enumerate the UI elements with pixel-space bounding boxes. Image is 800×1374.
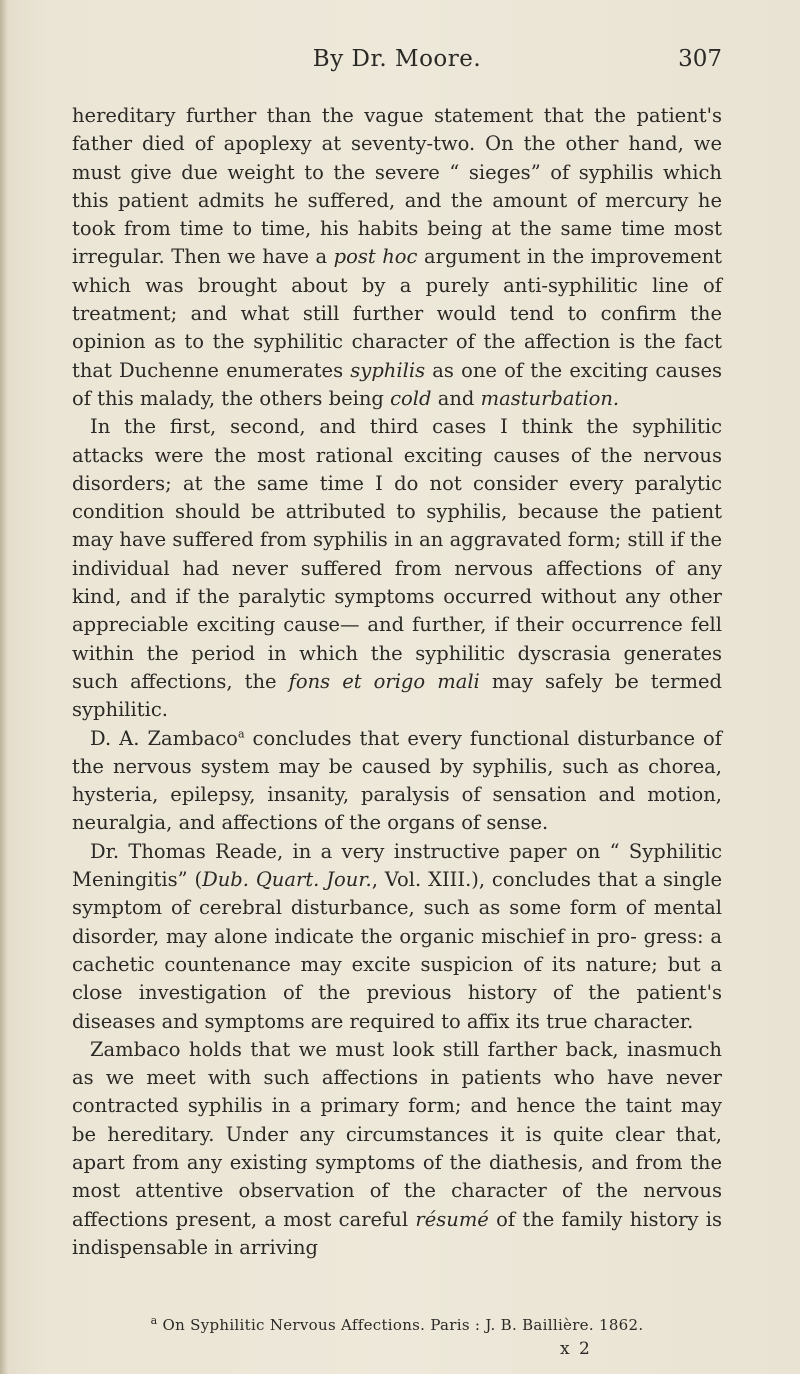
text-run: of the family history is indispensable in arriving [72,1207,722,1259]
running-head: By Dr. Moore. [312,46,482,72]
text-run: , Vol. XIII.), concludes that a single symptom of cerebral disturbance, such as some form of mental disorder, may alone indicate the organic mischief in pro- gress: a cachetic countenance may excite suspicion of its nature; but a close investigation of the previous history of the patient's diseases and symptoms are required to affix its true character. [72,868,722,1033]
body-text [72,102,722,1262]
page-gutter-shadow [0,0,8,1374]
text-run: D. A. Zambaco [90,726,238,750]
italic-phrase: syphilis [350,358,426,382]
paragraph-3 [72,725,722,838]
italic-phrase: post hoc [333,245,418,269]
paragraph-5 [72,1036,722,1262]
italic-phrase: masturbation. [480,386,620,410]
text-run: Zambaco holds that we must look still farther back, inasmuch as we meet with such affections in patients who have never contracted syphilis in a primary form; and hence the taint may be hereditary. Under any circumstances it is quite clear that, apart from any existing symptoms of the diathesis, and from the most attentive observation of the character of the nervous affections present, a most careful [72,1037,722,1231]
text-run: argument in the improvement which was brought about by a purely anti-syphilitic line of treatment; and what still further would tend to confirm the opinion as to the syphilitic character of the affection is the fact that Duchenne enumerates [72,245,722,382]
text-run: Dr. Thomas Reade, in a very instructive paper on “ Syphilitic Meningitis” ( [72,839,722,892]
italic-citation: Dub. Quart. Jour. [202,868,372,892]
text-run: concludes that every functional disturbance of the nervous system may be caused by syphilis, such as chorea, hysteria, epilepsy, insanity, paralysis of sensation and motion, neuralgia, and affections of the organs of sense. [72,726,722,835]
footnote [72,1316,722,1334]
italic-phrase: cold [390,386,432,410]
text-run: as one of the exciting causes of this malady, the others being [72,358,723,410]
paragraph-2 [72,413,722,724]
page-number: 307 [678,46,722,72]
footnote-marker: a [150,1314,158,1327]
footnote-reference: a [237,727,245,741]
text-run: may safely be termed syphilitic. [72,669,722,722]
text-run: and [431,386,481,410]
italic-phrase: résumé [415,1207,489,1231]
text-run: hereditary further than the vague statement that the patient's father died of apoplexy at seventy-two. On the other hand, we must give due weight to the severe “ sieges” of syphilis which this patient admits he suffered, and the amount of mercury he took from time to time, his habits being at the same time most irregular. Then we have a [72,104,722,269]
page-header [72,46,722,86]
signature-mark: x 2 [560,1339,592,1359]
paragraph-1 [72,102,722,413]
paragraph-4 [72,838,722,1036]
italic-phrase: fons et origo mali [288,669,480,693]
footnote-text: On Syphilitic Nervous Affections. Paris : J. B. Baillière. 1862. [157,1316,644,1334]
text-run: In the first, second, and third cases I think the syphilitic attacks were the most rational exciting causes of the nervous disorders; at the same time I do not consider every paralytic condition should be attributed to syphilis, because the patient may have suffered from syphilis in an aggravated form; still if the individual had never suffered from nervous affections of any kind, and if the paralytic symptoms occurred without any other appreciable exciting cause— and further, if their occurrence fell within the period in which the syphilitic dyscrasia generates such affections, the [72,415,722,693]
